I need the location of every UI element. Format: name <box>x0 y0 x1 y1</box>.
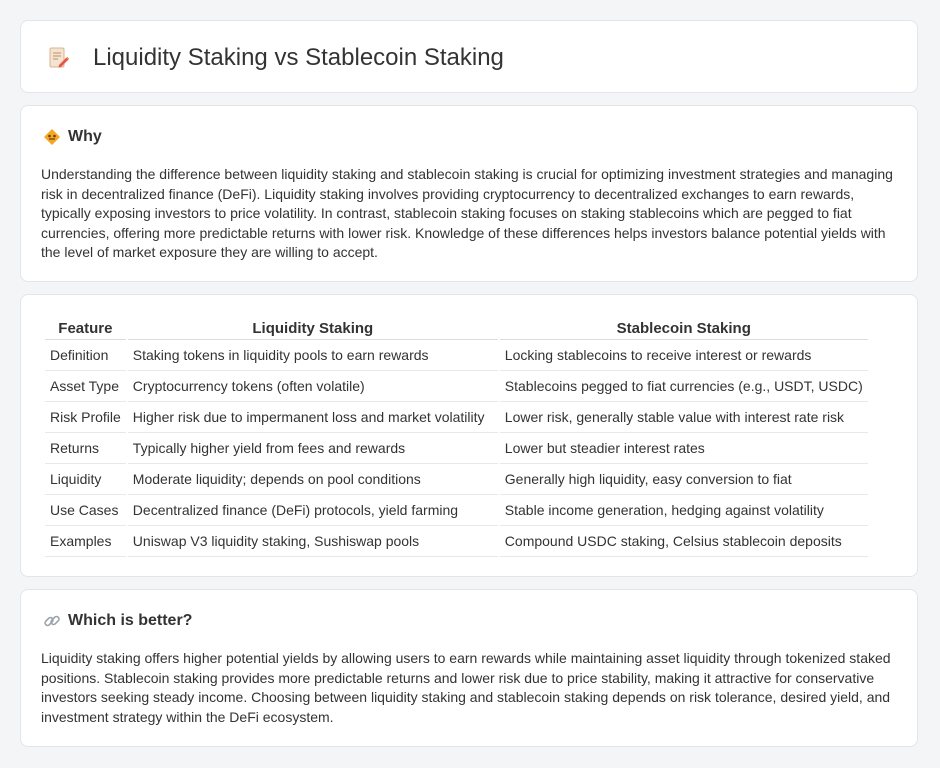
comparison-table <box>43 315 870 557</box>
feature-cell: Use Cases <box>45 495 126 526</box>
why-body: Understanding the difference between liquidity staking and stablecoin staking is crucial for optimizing investment strategies and managing risk in decentralized finance (DeFi). Liquidity staking involves providing cryptocurrency to decentralized exchanges to earn rewards, typically exposing investors to price volatility. In contrast, stablecoin staking focuses on staking stablecoins which are pegged to fiat currencies, offering more predictable returns with lower risk. Knowledge of these differences helps investors balance potential yields with the level of market exposure they are willing to accept. <box>41 166 893 261</box>
stablecoin-cell: Stable income generation, hedging against volatility <box>500 495 868 526</box>
why-section <box>20 105 918 282</box>
liquidity-cell: Moderate liquidity; depends on pool conditions <box>128 464 498 495</box>
feature-cell: Risk Profile <box>45 402 126 433</box>
feature-cell: Asset Type <box>45 371 126 402</box>
table-header-row <box>45 315 868 340</box>
stablecoin-cell: Stablecoins pegged to fiat currencies (e.g., USDT, USDC) <box>500 371 868 402</box>
better-body: Liquidity staking offers higher potential yields by allowing users to earn rewards while maintaining asset liquidity through tokenized staked positions. Stablecoin staking provides more predictable returns and lower risk due to price stability, making it attractive for conservative investors seeking steady income. Choosing between liquidity staking and stablecoin staking depends on risk tolerance, desired yield, and investment strategy within the DeFi ecosystem. <box>41 650 891 725</box>
stablecoin-cell: Compound USDC staking, Celsius stablecoin deposits <box>500 526 868 557</box>
column-header-stablecoin-staking: Stablecoin Staking <box>500 315 868 340</box>
title-card <box>20 20 918 93</box>
comparison-table-card <box>20 294 918 577</box>
diamond-sign-icon <box>43 128 61 146</box>
table-row <box>45 526 868 557</box>
feature-cell: Liquidity <box>45 464 126 495</box>
why-heading: Why <box>68 128 102 145</box>
feature-cell: Returns <box>45 433 126 464</box>
feature-cell: Examples <box>45 526 126 557</box>
stablecoin-cell: Locking stablecoins to receive interest or rewards <box>500 340 868 371</box>
table-row <box>45 371 868 402</box>
liquidity-cell: Uniswap V3 liquidity staking, Sushiswap pools <box>128 526 498 557</box>
better-heading: Which is better? <box>68 612 193 629</box>
column-header-liquidity-staking: Liquidity Staking <box>128 315 498 340</box>
table-row <box>45 402 868 433</box>
stablecoin-cell: Generally high liquidity, easy conversion to fiat <box>500 464 868 495</box>
which-is-better-section <box>20 589 918 747</box>
table-row <box>45 433 868 464</box>
link-icon <box>43 612 61 630</box>
better-header <box>43 611 192 631</box>
table-row <box>45 340 868 371</box>
liquidity-cell: Decentralized finance (DeFi) protocols, yield farming <box>128 495 498 526</box>
liquidity-cell: Higher risk due to impermanent loss and market volatility <box>128 402 498 433</box>
title-row <box>47 43 504 73</box>
table-row <box>45 464 868 495</box>
stablecoin-cell: Lower risk, generally stable value with interest rate risk <box>500 402 868 433</box>
stablecoin-cell: Lower but steadier interest rates <box>500 433 868 464</box>
feature-cell: Definition <box>45 340 126 371</box>
table-row <box>45 495 868 526</box>
liquidity-cell: Staking tokens in liquidity pools to earn rewards <box>128 340 498 371</box>
why-header <box>43 127 102 147</box>
page-title: Liquidity Staking vs Stablecoin Staking <box>93 44 504 71</box>
liquidity-cell: Cryptocurrency tokens (often volatile) <box>128 371 498 402</box>
document-pencil-icon <box>47 46 71 70</box>
column-header-feature: Feature <box>45 315 126 340</box>
liquidity-cell: Typically higher yield from fees and rewards <box>128 433 498 464</box>
